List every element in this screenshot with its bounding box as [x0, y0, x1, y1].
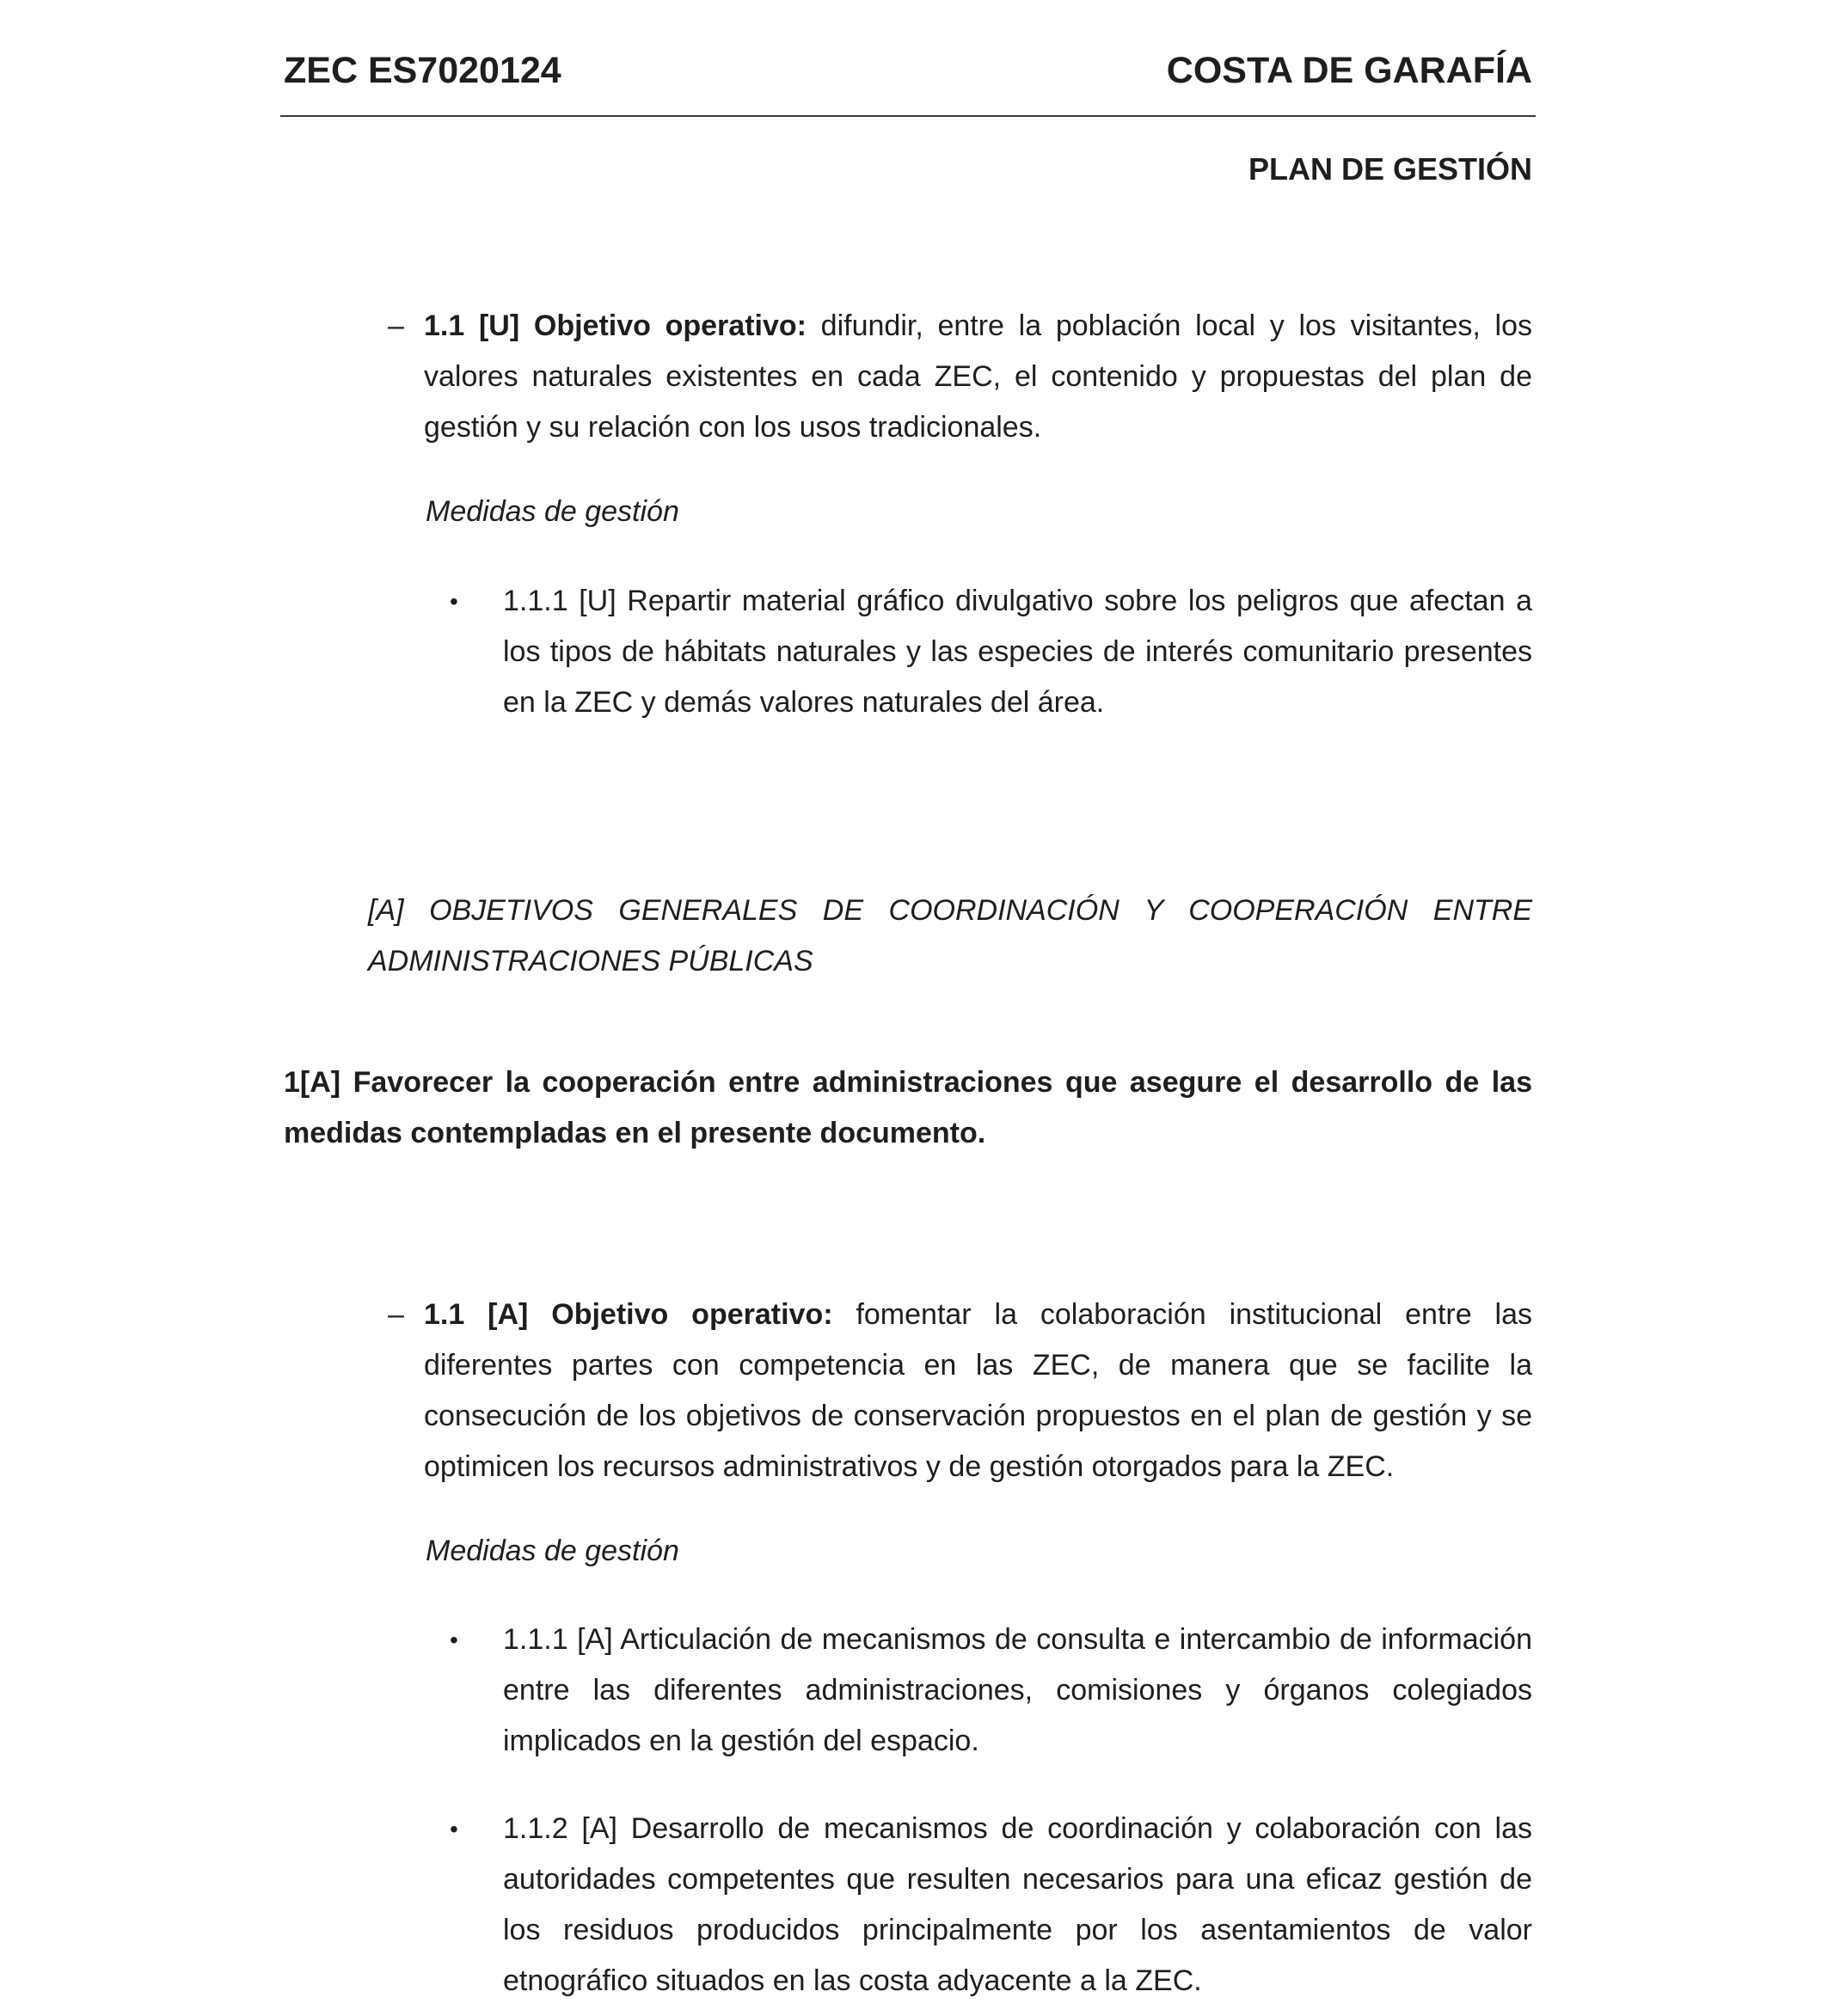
- header-site-name: COSTA DE GARAFÍA: [1166, 50, 1532, 91]
- objective-text: fomentar la colaboración institucional entre las diferentes partes con competencia en las ZEC, de manera que se facilite la consecución de los objetivos de conservación propuestos en el plan de gestión y se optimicen los recursos administrativos y de gestión otorgados para la ZEC.: [424, 1298, 1532, 1483]
- header-site-code: ZEC ES7020124: [284, 50, 561, 91]
- general-objective: 1[A] Favorecer la cooperación entre administraciones que asegure el desarrollo de las medidas contempladas en el presente documento.: [284, 1066, 1532, 1149]
- page-header: [280, 50, 1536, 93]
- measure-text: 1.1.1 [A] Articulación de mecanismos de consulta e intercambio de información entre las diferentes administraciones, comisiones y órganos colegiados implicados en la gestión del espacio.: [503, 1623, 1532, 1757]
- operational-objective-u: [388, 301, 1532, 453]
- measure-text: 1.1.1 [U] Repartir material gráfico divulgativo sobre los peligros que afectan a los tipos de hábitats naturales y las especies de interés comunitario presentes en la ZEC y demás valores naturales del área.: [503, 585, 1532, 719]
- objective-text: difundir, entre la población local y los visitantes, los valores naturales existentes en cada ZEC, el contenido y propuestas del plan de gestión y su relación con los usos tradicionales.: [424, 309, 1532, 444]
- measures-label: Medidas de gestión: [426, 1535, 679, 1567]
- header-divider: [280, 115, 1536, 117]
- bullet-marker: •: [450, 1627, 458, 1653]
- objective-label: 1.1 [U] Objetivo operativo:: [424, 309, 807, 342]
- bullet-marker: •: [450, 1816, 458, 1842]
- section-heading: [A] OBJETIVOS GENERALES DE COORDINACIÓN Y COOPERACIÓN ENTRE ADMINISTRACIONES PÚBLICAS: [368, 894, 1532, 977]
- dash-marker: –: [388, 1298, 404, 1331]
- measure-item: [450, 576, 1532, 728]
- document-subtitle: PLAN DE GESTIÓN: [1248, 151, 1532, 187]
- measure-item: [450, 1804, 1532, 2007]
- measures-label: Medidas de gestión: [426, 495, 679, 528]
- dash-marker: –: [388, 309, 404, 342]
- operational-objective-a: [388, 1290, 1532, 1492]
- measure-item: [450, 1615, 1532, 1767]
- bullet-marker: •: [450, 588, 458, 615]
- objective-label: 1.1 [A] Objetivo operativo:: [424, 1298, 833, 1331]
- measure-text: 1.1.2 [A] Desarrollo de mecanismos de coordinación y colaboración con las autoridades competentes que resulten necesarios para una eficaz gestión de los residuos producidos principalmente por los asentamientos de valor etnográfico situados en las costa adyacente a la ZEC.: [503, 1812, 1532, 1997]
